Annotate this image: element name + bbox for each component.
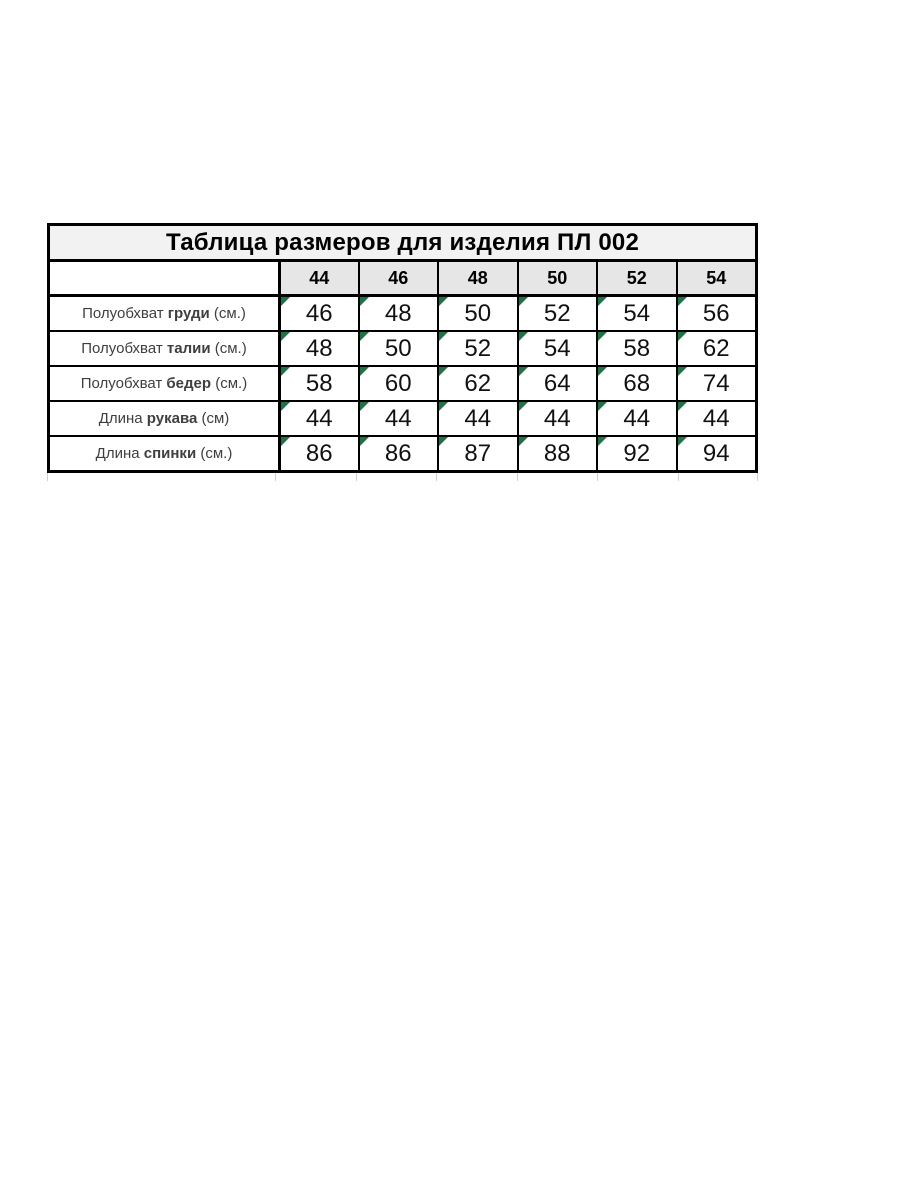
value-cell bbox=[358, 332, 438, 365]
table-row bbox=[50, 297, 755, 332]
note-marker-icon bbox=[439, 297, 448, 306]
note-marker-icon bbox=[519, 332, 528, 341]
row-label-text bbox=[82, 305, 246, 322]
value-cell bbox=[676, 437, 756, 470]
value-cell bbox=[437, 437, 517, 470]
value-text: 50 bbox=[464, 299, 492, 327]
value-cell bbox=[517, 367, 597, 400]
table-row bbox=[50, 402, 755, 437]
note-marker-icon bbox=[439, 402, 448, 411]
value-cell bbox=[676, 367, 756, 400]
row-label-prefix: Полуобхват bbox=[82, 305, 164, 322]
note-marker-icon bbox=[439, 437, 448, 446]
row-label-prefix: Длина bbox=[95, 445, 140, 462]
note-marker-icon bbox=[360, 402, 369, 411]
note-marker-icon bbox=[678, 332, 687, 341]
row-label bbox=[50, 332, 278, 365]
row-label bbox=[50, 297, 278, 330]
value-text: 58 bbox=[623, 334, 651, 362]
gridline-stub bbox=[597, 473, 678, 481]
note-marker-icon bbox=[598, 437, 607, 446]
row-label-text bbox=[99, 410, 230, 427]
gridline-stub bbox=[356, 473, 437, 481]
value-cell bbox=[596, 332, 676, 365]
header-size-cell: 50 bbox=[517, 262, 597, 294]
value-text: 87 bbox=[464, 439, 492, 467]
value-text: 60 bbox=[384, 369, 412, 397]
value-cell bbox=[596, 437, 676, 470]
header-size-cell: 48 bbox=[437, 262, 517, 294]
note-marker-icon bbox=[281, 437, 290, 446]
note-marker-icon bbox=[598, 367, 607, 376]
value-cell bbox=[596, 367, 676, 400]
note-marker-icon bbox=[519, 367, 528, 376]
note-marker-icon bbox=[598, 297, 607, 306]
row-label-suffix: (см.) bbox=[215, 375, 248, 392]
value-text: 44 bbox=[543, 404, 571, 432]
note-marker-icon bbox=[519, 297, 528, 306]
value-cell bbox=[596, 297, 676, 330]
gridline-stub bbox=[436, 473, 517, 481]
note-marker-icon bbox=[519, 437, 528, 446]
value-text: 94 bbox=[702, 439, 730, 467]
row-label-prefix: Полуобхват bbox=[81, 340, 163, 357]
value-cell bbox=[437, 367, 517, 400]
row-label-bold: спинки bbox=[143, 445, 197, 462]
row-label bbox=[50, 402, 278, 435]
value-cell bbox=[358, 402, 438, 435]
value-text: 50 bbox=[384, 334, 412, 362]
note-marker-icon bbox=[360, 437, 369, 446]
note-marker-icon bbox=[598, 402, 607, 411]
value-cell bbox=[437, 332, 517, 365]
header-size-cell: 44 bbox=[278, 262, 358, 294]
value-cell bbox=[596, 402, 676, 435]
gridline-stub bbox=[678, 473, 759, 481]
value-text: 48 bbox=[384, 299, 412, 327]
value-text: 44 bbox=[464, 404, 492, 432]
value-text: 52 bbox=[543, 299, 571, 327]
value-cell bbox=[437, 297, 517, 330]
gridline-stub bbox=[517, 473, 598, 481]
note-marker-icon bbox=[281, 332, 290, 341]
row-label-suffix: (см) bbox=[201, 410, 230, 427]
value-cell bbox=[358, 437, 438, 470]
row-label-bold: талии bbox=[166, 340, 211, 357]
row-label-text bbox=[96, 445, 233, 462]
value-cell bbox=[278, 367, 358, 400]
row-label-suffix: (см.) bbox=[213, 305, 246, 322]
value-text: 52 bbox=[464, 334, 492, 362]
value-text: 44 bbox=[384, 404, 412, 432]
value-text: 92 bbox=[623, 439, 651, 467]
value-text: 44 bbox=[623, 404, 651, 432]
value-text: 62 bbox=[702, 334, 730, 362]
value-cell bbox=[517, 437, 597, 470]
value-text: 86 bbox=[305, 439, 333, 467]
note-marker-icon bbox=[439, 367, 448, 376]
note-marker-icon bbox=[678, 402, 687, 411]
header-blank-cell bbox=[50, 262, 278, 294]
value-cell bbox=[358, 297, 438, 330]
row-label-bold: бедер bbox=[166, 375, 212, 392]
row-label-bold: рукава bbox=[146, 410, 198, 427]
note-marker-icon bbox=[519, 402, 528, 411]
row-label-suffix: (см.) bbox=[200, 445, 233, 462]
note-marker-icon bbox=[360, 367, 369, 376]
note-marker-icon bbox=[678, 437, 687, 446]
value-cell bbox=[676, 402, 756, 435]
value-text: 46 bbox=[305, 299, 333, 327]
value-text: 54 bbox=[623, 299, 651, 327]
row-label bbox=[50, 367, 278, 400]
row-label-prefix: Полуобхват bbox=[80, 375, 163, 392]
row-label-prefix: Длина bbox=[98, 410, 143, 427]
header-size-cell: 52 bbox=[596, 262, 676, 294]
gridline-stub bbox=[47, 473, 275, 481]
value-text: 68 bbox=[623, 369, 651, 397]
table-row bbox=[50, 367, 755, 402]
row-label-text bbox=[81, 375, 247, 392]
row-label-text bbox=[81, 340, 246, 357]
value-cell bbox=[676, 332, 756, 365]
value-text: 86 bbox=[384, 439, 412, 467]
value-cell bbox=[517, 297, 597, 330]
value-text: 62 bbox=[464, 369, 492, 397]
value-text: 48 bbox=[305, 334, 333, 362]
note-marker-icon bbox=[678, 367, 687, 376]
value-cell bbox=[517, 402, 597, 435]
note-marker-icon bbox=[281, 402, 290, 411]
table-title: Таблица размеров для изделия ПЛ 002 bbox=[50, 226, 755, 262]
value-cell bbox=[437, 402, 517, 435]
gridline-stub bbox=[275, 473, 356, 481]
note-marker-icon bbox=[360, 297, 369, 306]
row-label bbox=[50, 437, 278, 470]
header-size-cell: 54 bbox=[676, 262, 756, 294]
value-cell bbox=[278, 297, 358, 330]
gridline-stubs bbox=[47, 473, 758, 481]
value-text: 88 bbox=[543, 439, 571, 467]
value-cell bbox=[517, 332, 597, 365]
value-text: 56 bbox=[702, 299, 730, 327]
value-cell bbox=[676, 297, 756, 330]
table-row bbox=[50, 437, 755, 470]
value-text: 74 bbox=[702, 369, 730, 397]
value-cell bbox=[278, 402, 358, 435]
value-text: 44 bbox=[702, 404, 730, 432]
value-text: 64 bbox=[543, 369, 571, 397]
row-label-suffix: (см.) bbox=[214, 340, 247, 357]
value-text: 44 bbox=[305, 404, 333, 432]
note-marker-icon bbox=[281, 367, 290, 376]
header-size-cell: 46 bbox=[358, 262, 438, 294]
size-table bbox=[47, 223, 758, 473]
note-marker-icon bbox=[678, 297, 687, 306]
table-header-row bbox=[50, 262, 755, 297]
row-label-bold: груди bbox=[167, 305, 210, 322]
value-cell bbox=[278, 437, 358, 470]
table-row bbox=[50, 332, 755, 367]
value-cell bbox=[278, 332, 358, 365]
note-marker-icon bbox=[439, 332, 448, 341]
value-cell bbox=[358, 367, 438, 400]
value-text: 58 bbox=[305, 369, 333, 397]
note-marker-icon bbox=[360, 332, 369, 341]
note-marker-icon bbox=[598, 332, 607, 341]
note-marker-icon bbox=[281, 297, 290, 306]
value-text: 54 bbox=[543, 334, 571, 362]
